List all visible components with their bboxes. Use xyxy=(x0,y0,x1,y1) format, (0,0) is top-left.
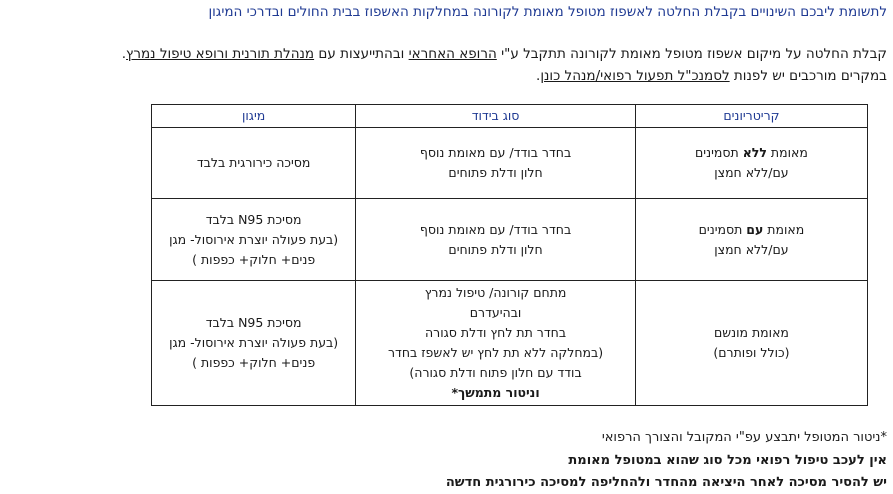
isolation-line: (במחלקה ללא תת לחץ יש לאשפז בחדר xyxy=(387,345,604,360)
footnote-monitoring: *ניטור המטופל יתבצע עפ"י המקובל והצורך הרפואי xyxy=(601,430,887,445)
note-no-delay: אין לעכב טיפול רפואי מכל סוג שהוא במטופל מאומת xyxy=(568,453,887,468)
header-isolation-type: סוג בידוד xyxy=(356,105,636,128)
intro-paragraph-line-2 xyxy=(536,68,887,84)
monitoring-note: וניטור מתמשך* xyxy=(451,385,540,400)
note-mask-replacement: יש להסיר מסיכה לאחר היציאה מהחדר ולהחליפה למסיכה כירורגית חדשה xyxy=(445,475,887,490)
intro-text: ובהתייעצות עם xyxy=(314,46,409,62)
criteria-text: תסמינים xyxy=(698,221,747,237)
intro-text: במקרים מורכבים יש לפנות xyxy=(729,68,887,84)
table-header-row xyxy=(152,105,868,128)
criteria-line xyxy=(642,220,861,240)
intro-heading: לתשומת ליבכם השינויים בקבלת החלטה לאשפוז מטופל מאומת לקורונה במחלקות האשפוז בבית החולים ובדרכי המיגון xyxy=(208,4,887,20)
duty-manager-text: מנהלת תורנית ורופא טיפול נמרץ xyxy=(126,46,315,62)
isolation-cell xyxy=(356,281,636,406)
isolation-line: חלון ודלת פתוחים xyxy=(448,241,543,257)
criteria-line: מאומת מונשם xyxy=(713,325,789,340)
isolation-cell xyxy=(356,128,636,199)
table-row xyxy=(152,128,868,199)
intro-text: . xyxy=(536,68,541,84)
protection-line: מסיכת N95 בלבד xyxy=(205,211,302,227)
intro-text: קבלת החלטה על מיקום אשפוז מטופל מאומת לקורונה תתקבל ע"י xyxy=(496,46,887,62)
criteria-cell xyxy=(635,199,867,281)
protection-line: מסיכה כירורגית בלבד xyxy=(196,155,311,170)
isolation-cell xyxy=(356,199,636,281)
criteria-text: תסמינים xyxy=(695,145,743,160)
isolation-line: בודד עם חלון פתוח ודלת סגורה) xyxy=(409,365,582,380)
criteria-oxygen: עם/ללא חמצן xyxy=(714,241,789,257)
criteria-oxygen: עם/ללא חמצן xyxy=(714,165,789,180)
criteria-bold-text: ללא xyxy=(742,145,767,160)
isolation-line: בחדר בודד/ עם מאומת נוסף xyxy=(419,145,572,160)
header-protection: מיגון xyxy=(152,105,356,128)
criteria-text: מאומת xyxy=(766,145,808,160)
isolation-line: בחדר תת לחץ ודלת סגורה xyxy=(425,325,567,340)
intro-text: . xyxy=(121,46,127,62)
protection-line: (בעת פעולה יוצרת אירוסול- מגן xyxy=(169,335,339,350)
table-row xyxy=(152,281,868,406)
protection-cell xyxy=(152,128,356,199)
protection-line: פנים+ חלוק+ כפפות ) xyxy=(192,251,316,267)
criteria-note: (כולל ופותרם) xyxy=(713,345,790,360)
isolation-line: ובהיעדרם xyxy=(469,305,522,320)
isolation-line: חלון ודלת פתוחים xyxy=(448,165,543,180)
protection-line: (בעת פעולה יוצרת אירוסול- מגן xyxy=(169,231,339,247)
table-row xyxy=(152,199,868,281)
criteria-text: מאומת xyxy=(763,221,805,237)
responsible-physician-text: הרופא האחראי xyxy=(408,46,497,62)
protection-line: מסיכת N95 בלבד xyxy=(205,315,302,330)
protection-line: פנים+ חלוק+ כפפות ) xyxy=(192,355,316,370)
isolation-line: מתחם קורונה/ טיפול נמרץ xyxy=(424,285,567,300)
criteria-line xyxy=(642,143,861,163)
criteria-cell xyxy=(635,281,867,406)
protection-cell xyxy=(152,281,356,406)
isolation-criteria-table xyxy=(151,104,868,406)
criteria-cell xyxy=(635,128,867,199)
header-criteria: קריטריונים xyxy=(635,105,867,128)
isolation-line: בחדר בודד/ עם מאומת נוסף xyxy=(419,221,572,237)
deputy-director-text: לסמנכ"ל תפעול רפואי/מנהל כונן xyxy=(540,68,730,84)
protection-cell xyxy=(152,199,356,281)
criteria-bold-text: עם xyxy=(746,221,764,237)
intro-paragraph-line-1 xyxy=(122,46,887,62)
